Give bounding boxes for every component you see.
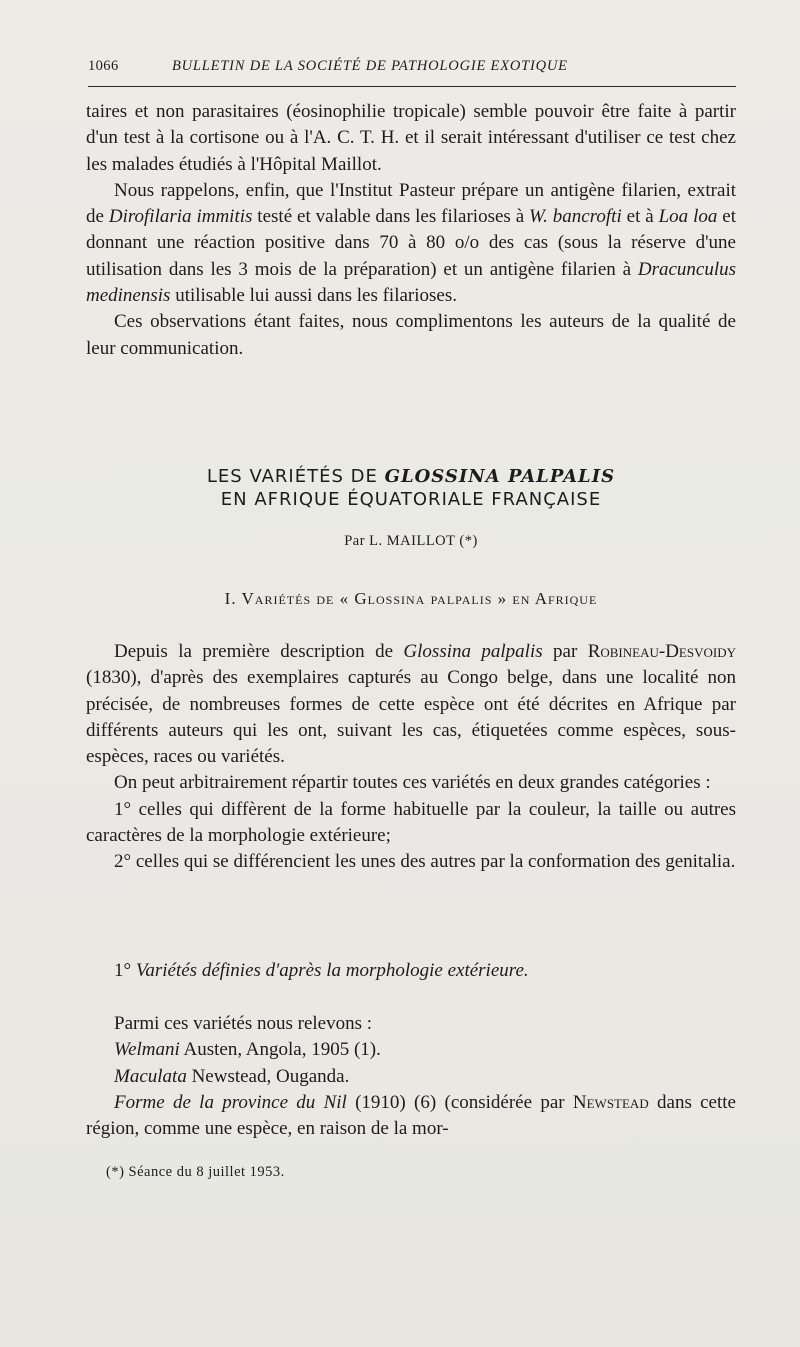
subsection-heading: [114, 958, 736, 984]
body-p1-text-e: (1830), d'après des exemplaires capturés au Congo belge, dans une localité non précisée, de nombreuses formes de cette espèce ont été décrites en Afrique par différents auteurs qui les ont, suivant les cas, étiquetées comme espèces, sous-espèces, races ou variétés.: [86, 667, 736, 768]
intro-p2-text-a: Nous rappelons, enfin, que l'Institut Pasteur prépare un antigène filarien, extrait de: [86, 179, 736, 228]
variety-details: Newstead, Ouganda.: [186, 1065, 350, 1087]
variety-name: Forme de la province du Nil: [114, 1091, 347, 1113]
body-p1-text-c: par: [542, 641, 588, 662]
title-prefix: LES VARIÉTÉS DE: [206, 466, 385, 487]
species-loa-loa: Loa loa: [658, 206, 718, 228]
page-number: 1066: [88, 58, 119, 74]
footnote: (*) Séance du 8 juillet 1953.: [106, 1164, 285, 1180]
intro-p2-text-e: et à: [621, 206, 659, 228]
intro-paragraph-2: [86, 178, 736, 309]
species-dirofilaria: Dirofilaria immitis: [108, 206, 253, 228]
author-name: Robineau-Desvoidy: [587, 641, 736, 662]
intro-p2-text-g: et donnant une réaction positive dans 70 à 80 o/o des cas (sous la réserve d'une utilisation dans les 3 mois de la préparation) et un antigène filarien à: [86, 206, 736, 280]
body-p1-text-a: Depuis la première description de: [114, 641, 404, 662]
intro-p2-text-i: utilisable lui aussi dans les filarioses.: [170, 285, 457, 307]
body-paragraph-3: 1° celles qui diffèrent de la forme habituelle par la couleur, la taille ou autres caractères de la morphologie extérieure;: [86, 798, 736, 847]
intro-text: [86, 99, 736, 362]
variety-welmani: [86, 1037, 736, 1063]
species-dracunculus: Dracunculus medinensis: [86, 258, 736, 307]
body-paragraph-4: 2° celles qui se différencient les unes des autres par la conformation des genitalia.: [114, 851, 736, 873]
title-species: GLOSSINA PALPALIS: [384, 466, 616, 487]
varieties-text: [86, 1011, 736, 1142]
variety-maculata: [86, 1064, 736, 1090]
varieties-intro: Parmi ces variétés nous relevons :: [114, 1013, 373, 1034]
species-bancrofti: W. bancrofti: [529, 206, 622, 228]
section-heading: I. Variétés de « Glossina palpalis » en Afrique: [224, 589, 598, 608]
intro-p2-text-c: testé et valable dans les filarioses à: [252, 206, 530, 228]
journal-title: BULLETIN DE LA SOCIÉTÉ DE PATHOLOGIE EXOTIQUE: [172, 58, 568, 74]
article-title-line-2: EN AFRIQUE ÉQUATORIALE FRANÇAISE: [220, 489, 602, 510]
body-text: [86, 639, 736, 876]
subsection-title: Variétés définies d'après la morphologie extérieure.: [135, 960, 529, 981]
variety-nil: [86, 1090, 736, 1143]
subsection-number: 1°: [114, 960, 136, 981]
body-paragraph-2: On peut arbitrairement répartir toutes ces variétés en deux grandes catégories :: [114, 772, 711, 794]
author-byline: Par L. MAILLOT (*): [344, 533, 478, 549]
body-paragraph-1: [86, 639, 736, 770]
variety-name: Maculata: [114, 1065, 187, 1087]
intro-paragraph-1: taires et non parasitaires (éosinophilie tropicale) semble pouvoir être faite à partir d'un test à la cortisone ou à l'A. C. T. H. et il serait intéressant d'utiliser ce test chez les malades étudiés à l'Hôpital Maillot.: [86, 101, 736, 175]
author-name: Newstead: [572, 1091, 649, 1113]
article-title-line-1: [86, 466, 736, 487]
variety-details: dans cette région, comme une espèce, en raison de la mor-: [86, 1091, 736, 1140]
species-glossina: Glossina palpalis: [403, 641, 543, 662]
variety-name: Welmani: [114, 1039, 180, 1061]
intro-paragraph-3: Ces observations étant faites, nous complimentons les auteurs de la qualité de leur communication.: [86, 311, 736, 359]
header-rule: [88, 86, 736, 87]
variety-details: Austen, Angola, 1905 (1).: [179, 1039, 381, 1061]
variety-details: (1910) (6) (considérée par: [346, 1091, 573, 1113]
